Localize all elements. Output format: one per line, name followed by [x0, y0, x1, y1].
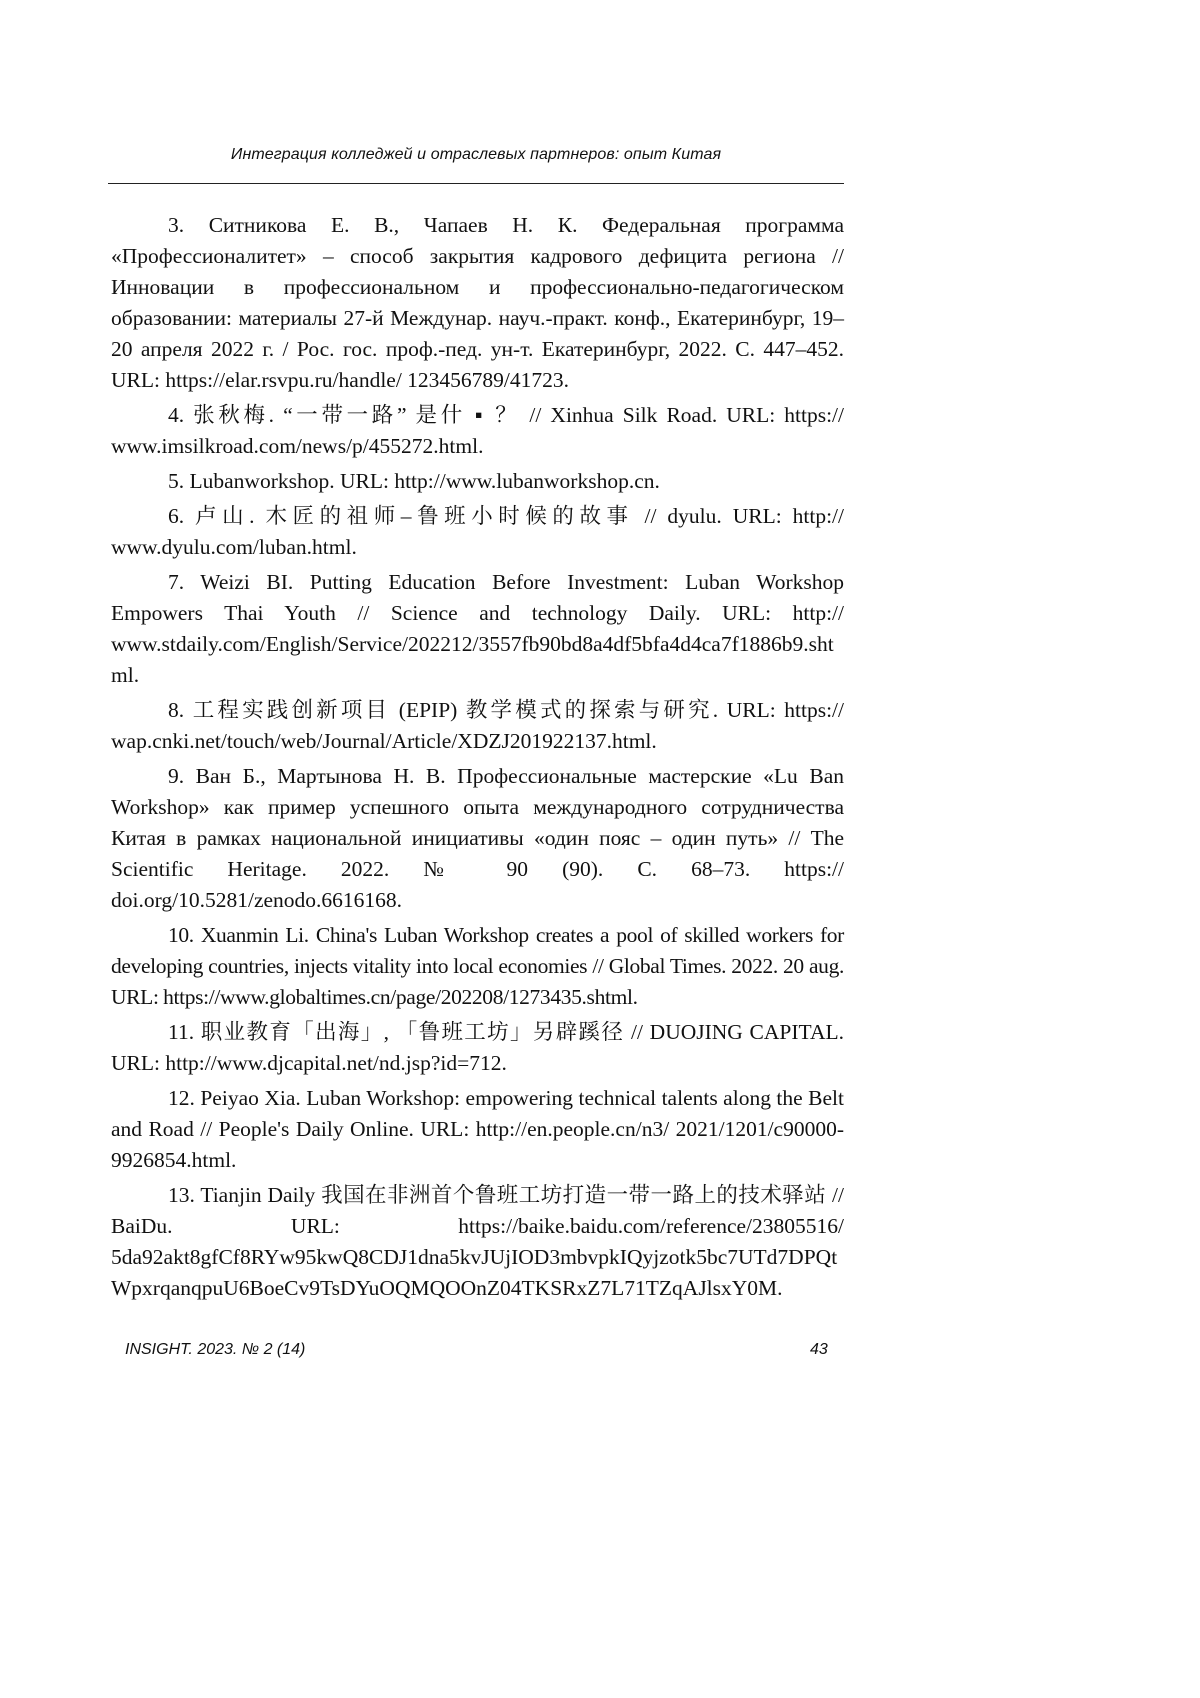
- reference-item-13: 13. Tianjin Daily 我国在非洲首个鲁班工坊打造一带一路上的技术驿站 // BaiDu. URL: https://baike.baidu.com/reference/23805516/ 5da92akt8gfCf8RYw95kwQ8CDJ1dna5kvJUjIOD3mbvpkIQyjzotk5bc7UTd7DPQtWpxrqanqpuU6BoeCv9TsDYuOQMQOOnZ04TKSRxZ7L71TZqAJlsxY0M.: [111, 1183, 844, 1300]
- reference-item-6: 6. 卢山. 木匠的祖师–鲁班小时候的故事 // dyulu. URL: http:// www.dyulu.com/luban.html.: [111, 504, 844, 559]
- reference-item-8: 8. 工程实践创新项目 (EPIP) 教学模式的探索与研究. URL: https:// wap.cnki.net/touch/web/Journal/Article/XDZJ201922137.html.: [111, 698, 844, 753]
- reference-item-3: 3. Ситникова Е. В., Чапаев Н. К. Федеральная программа «Профессионалитет» – способ закрытия кадрового дефицита региона // Инновации в профессиональном и профессионально-педагогическом образовании: материалы 27-й Междунар. науч.-практ. конф., Екатеринбург, 19–20 апреля 2022 г. / Рос. гос. проф.-пед. ун-т. Екатеринбург, 2022. С. 447–452. URL: https://elar.rsvpu.ru/handle/ 123456789/41723.: [111, 213, 844, 392]
- footer-journal-info: INSIGHT. 2023. № 2 (14): [125, 1341, 306, 1358]
- reference-item-9: 9. Ван Б., Мартынова Н. В. Профессиональные мастерские «Lu Ban Workshop» как пример успешного опыта международного сотрудничества Китая в рамках национальной инициативы «один пояс – один путь» // The Scientific Heritage. 2022. № 90 (90). С. 68–73. https:// doi.org/10.5281/zenodo.6616168.: [111, 764, 844, 912]
- reference-item-11: 11. 职业教育「出海」, 「鲁班工坊」另辟蹊径 // DUOJING CAPITAL. URL: http://www.djcapital.net/nd.jsp?id=712.: [111, 1020, 844, 1075]
- header-divider: [108, 183, 844, 184]
- reference-list: [111, 210, 844, 1308]
- reference-item-10: 10. Xuanmin Li. China's Luban Workshop creates a pool of skilled workers for developing countries, injects vitality into local economies // Global Times. 2022. 20 aug. URL: https://www.globaltimes.cn/page/202208/1273435.shtml.: [111, 923, 844, 1009]
- reference-item-12: 12. Peiyao Xia. Luban Workshop: empowering technical talents along the Belt and Road // People's Daily Online. URL: http://en.people.cn/n3/ 2021/1201/c90000-9926854.html.: [111, 1086, 844, 1172]
- page-number: 43: [810, 1341, 828, 1358]
- reference-item-4: 4. 张秋梅. “一带一路” 是什 ▪ ？ // Xinhua Silk Road. URL: https:// www.imsilkroad.com/news/p/455272.html.: [111, 403, 844, 458]
- reference-item-5: 5. Lubanworkshop. URL: http://www.lubanworkshop.cn.: [168, 469, 660, 493]
- reference-item-7: 7. Weizi BI. Putting Education Before Investment: Luban Workshop Empowers Thai Youth // Science and technology Daily. URL: http:// www.stdaily.com/English/Service/202212/3557fb90bd8a4df5bfa4d4ca7f1886b9.shtml.: [111, 570, 844, 687]
- running-header: Интеграция колледжей и отраслевых партнеров: опыт Китая: [230, 146, 722, 163]
